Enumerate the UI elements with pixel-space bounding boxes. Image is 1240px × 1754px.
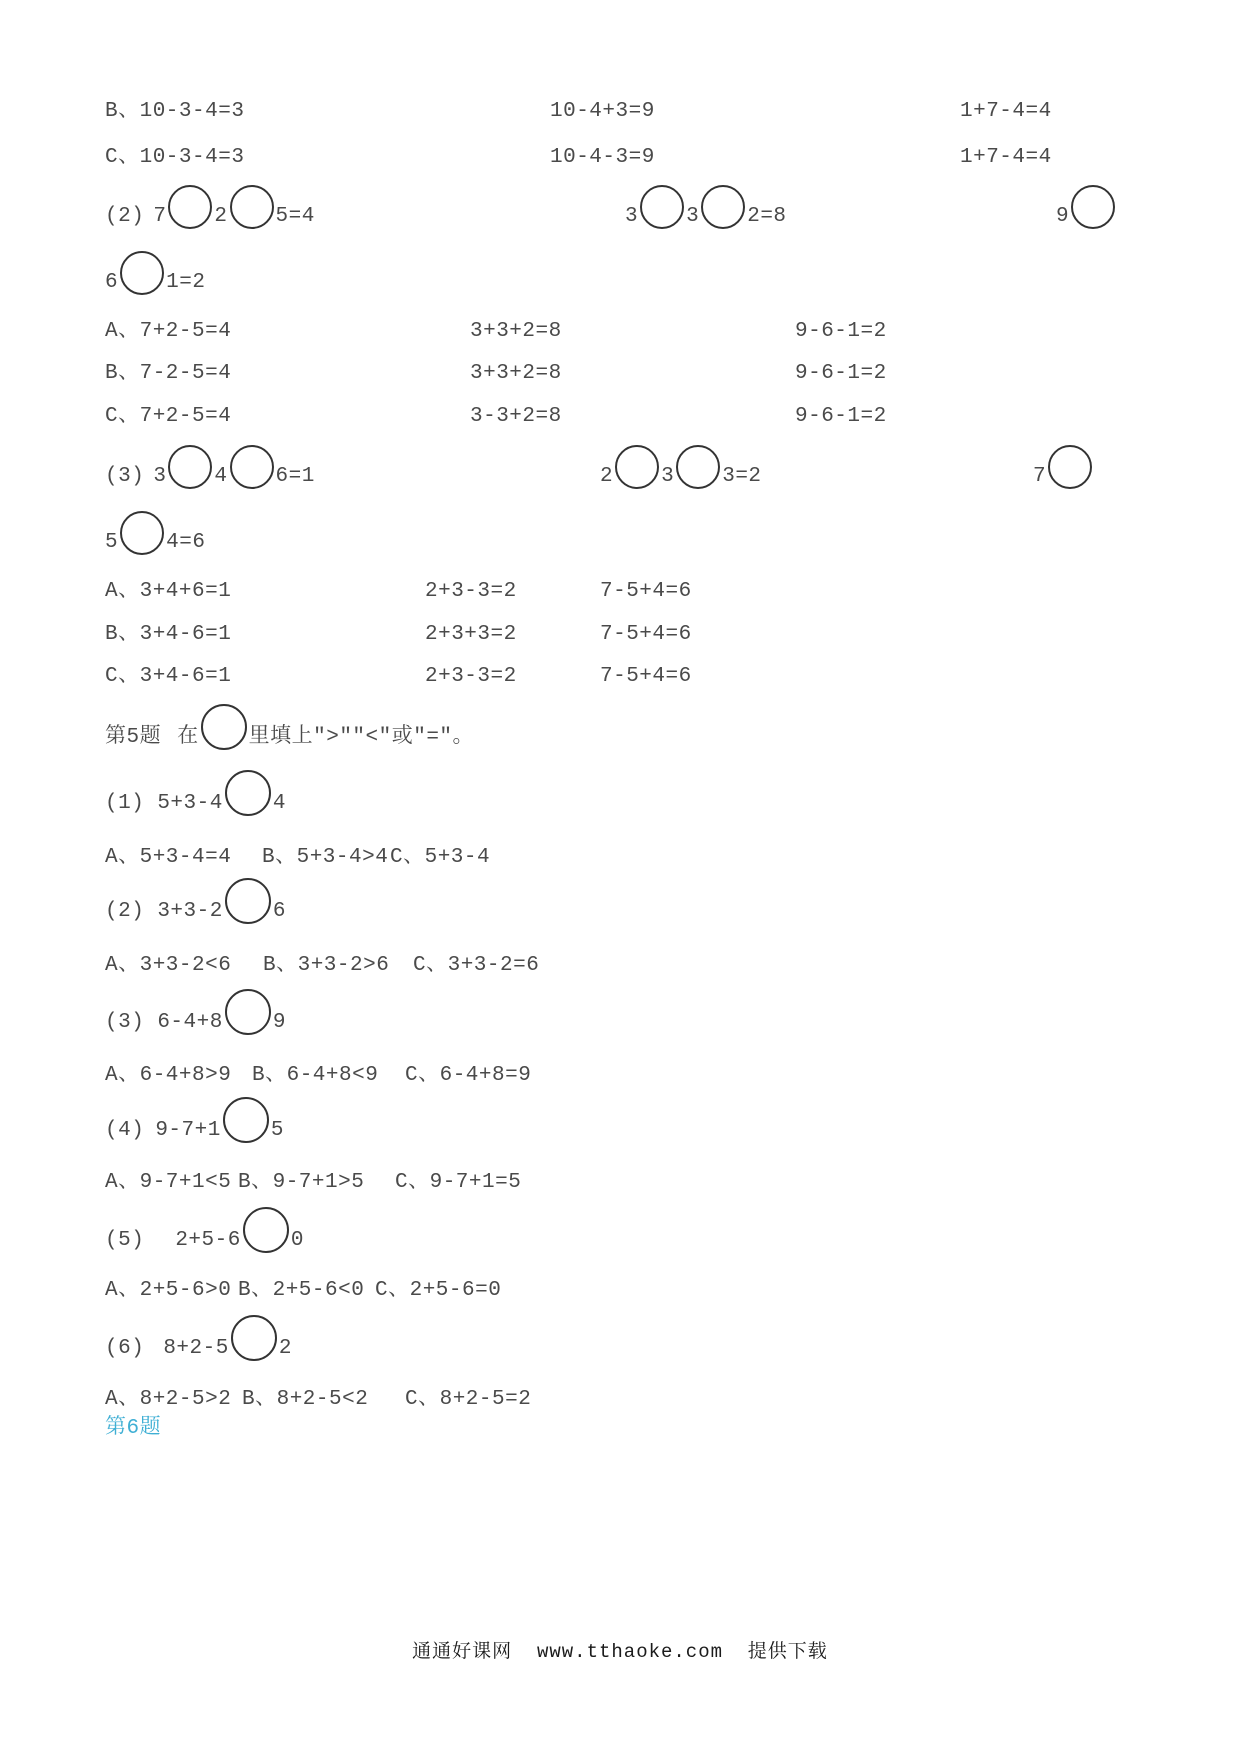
equation-text: 3+3+2=8 — [470, 320, 562, 343]
equation-part: 5 — [105, 531, 119, 554]
answer-circle — [225, 770, 271, 816]
option-cell: B、6-4+8<9 — [252, 1064, 379, 1087]
option-cell: A、3+4+6=1 — [105, 580, 232, 603]
fill-line — [105, 443, 315, 489]
equation-part: 7 — [153, 205, 167, 228]
question-number: (6) — [105, 1337, 145, 1360]
equation-part: 1=2 — [166, 271, 206, 294]
fill-line — [625, 183, 787, 229]
equation-text: 3-3+2=8 — [470, 405, 562, 428]
equation-part: 4 — [214, 465, 228, 488]
equation-part: 3 — [686, 205, 700, 228]
equation-part: 7 — [1033, 465, 1047, 488]
option-cell: A、5+3-4=4 — [105, 846, 232, 869]
equation-part: 3+3-2 — [157, 900, 223, 923]
fill-line — [105, 1315, 292, 1361]
option-cell: C、9-7+1=5 — [395, 1171, 522, 1194]
equation-text: 10-4-3=9 — [550, 146, 655, 169]
equation-part: 6 — [272, 900, 286, 923]
option-cell: A、8+2-5>2 — [105, 1388, 232, 1411]
equation-part: 4 — [272, 792, 286, 815]
equation-part: 2+5-6 — [175, 1229, 241, 1252]
equation-part: 9 — [272, 1011, 286, 1034]
equation-part: 4=6 — [166, 531, 206, 554]
answer-circle — [120, 251, 164, 295]
fill-line — [105, 183, 315, 229]
fill-line — [105, 878, 286, 924]
fill-line — [1033, 443, 1094, 489]
option-cell: C、2+5-6=0 — [375, 1279, 502, 1302]
equation-text: 7-5+4=6 — [600, 623, 692, 646]
option-cell: B、5+3-4>4 — [262, 846, 389, 869]
answer-circle — [243, 1207, 289, 1253]
equation-part: 2 — [600, 465, 614, 488]
answer-circle — [225, 989, 271, 1035]
equation-text: 1+7-4=4 — [960, 146, 1052, 169]
equation-part: 8+2-5 — [163, 1337, 229, 1360]
equation-text: 3+3+2=8 — [470, 362, 562, 385]
equation-part: 2=8 — [747, 205, 787, 228]
option-cell: B、2+5-6<0 — [238, 1279, 365, 1302]
fill-line — [105, 1097, 284, 1143]
answer-circle — [201, 704, 247, 750]
equation-part: 9 — [1056, 205, 1070, 228]
option-cell: B、9-7+1>5 — [238, 1171, 365, 1194]
fill-line — [105, 1207, 304, 1253]
option-cell: A、6-4+8>9 — [105, 1064, 232, 1087]
equation-part: 0 — [290, 1229, 304, 1252]
equation-part: 5 — [270, 1119, 284, 1142]
equation-text: 7-5+4=6 — [600, 665, 692, 688]
option-cell: A、3+3-2<6 — [105, 954, 232, 977]
answer-circle — [701, 185, 745, 229]
equation-part: 9-7+1 — [155, 1119, 221, 1142]
equation-text: 2+3-3=2 — [425, 580, 517, 603]
fill-line — [105, 249, 205, 295]
option-cell: C、3+4-6=1 — [105, 665, 232, 688]
option-cell: A、7+2-5=4 — [105, 320, 232, 343]
equation-text: 9-6-1=2 — [795, 405, 887, 428]
answer-circle — [120, 511, 164, 555]
option-cell: B、7-2-5=4 — [105, 362, 232, 385]
equation-part: 6=1 — [275, 465, 315, 488]
question-number: (4) — [105, 1119, 145, 1142]
fill-line — [105, 989, 286, 1035]
equation-text: 9-6-1=2 — [795, 320, 887, 343]
footer-text: 通通好课网 www.tthaoke.com 提供下载 — [412, 1641, 828, 1663]
equation-part: 6 — [105, 271, 119, 294]
equation-part: 3 — [625, 205, 639, 228]
answer-circle — [168, 445, 212, 489]
equation-part: 5+3-4 — [157, 792, 223, 815]
option-cell: B、10-3-4=3 — [105, 100, 245, 123]
equation-text: 2+3-3=2 — [425, 665, 517, 688]
option-cell: C、3+3-2=6 — [413, 954, 540, 977]
option-cell: B、3+3-2>6 — [263, 954, 390, 977]
fill-line — [600, 443, 762, 489]
fill-line — [1056, 183, 1117, 229]
equation-text: 9-6-1=2 — [795, 362, 887, 385]
option-cell: B、3+4-6=1 — [105, 623, 232, 646]
answer-circle — [1048, 445, 1092, 489]
option-cell: C、6-4+8=9 — [405, 1064, 532, 1087]
answer-circle — [640, 185, 684, 229]
answer-circle — [676, 445, 720, 489]
answer-circle — [168, 185, 212, 229]
equation-text: 1+7-4=4 — [960, 100, 1052, 123]
section-5-header — [105, 704, 474, 750]
answer-circle — [225, 878, 271, 924]
equation-text: 7-5+4=6 — [600, 580, 692, 603]
option-cell: A、9-7+1<5 — [105, 1171, 232, 1194]
option-cell: C、10-3-4=3 — [105, 146, 245, 169]
equation-part: 2 — [278, 1337, 292, 1360]
option-cell: C、7+2-5=4 — [105, 405, 232, 428]
equation-part: 2 — [214, 205, 228, 228]
answer-circle — [231, 1315, 277, 1361]
question-number: (5) — [105, 1229, 145, 1252]
equation-part: 3 — [661, 465, 675, 488]
answer-circle — [1071, 185, 1115, 229]
option-cell: B、8+2-5<2 — [242, 1388, 369, 1411]
answer-circle — [615, 445, 659, 489]
equation-part: 3 — [153, 465, 167, 488]
question-number: (2) — [105, 900, 145, 923]
fill-line — [105, 509, 205, 555]
option-cell: C、5+3-4 — [390, 846, 491, 869]
equation-part: 5=4 — [275, 205, 315, 228]
answer-circle — [223, 1097, 269, 1143]
equation-text: 2+3+3=2 — [425, 623, 517, 646]
equation-part: 3=2 — [722, 465, 762, 488]
question-number: (1) — [105, 792, 145, 815]
instruction-text: 里填上″>″″<″或″=″。 — [248, 726, 475, 749]
question-number: (2) — [105, 205, 145, 228]
question-number: (3) — [105, 465, 145, 488]
equation-text: 10-4+3=9 — [550, 100, 655, 123]
instruction-text: 在 — [177, 726, 199, 749]
fill-line — [105, 770, 286, 816]
answer-circle — [230, 445, 274, 489]
equation-part: 6-4+8 — [157, 1011, 223, 1034]
section-title: 第6题 — [105, 1417, 162, 1440]
section-title: 第5题 — [105, 726, 162, 749]
question-number: (3) — [105, 1011, 145, 1034]
answer-circle — [230, 185, 274, 229]
option-cell: C、8+2-5=2 — [405, 1388, 532, 1411]
option-cell: A、2+5-6>0 — [105, 1279, 232, 1302]
